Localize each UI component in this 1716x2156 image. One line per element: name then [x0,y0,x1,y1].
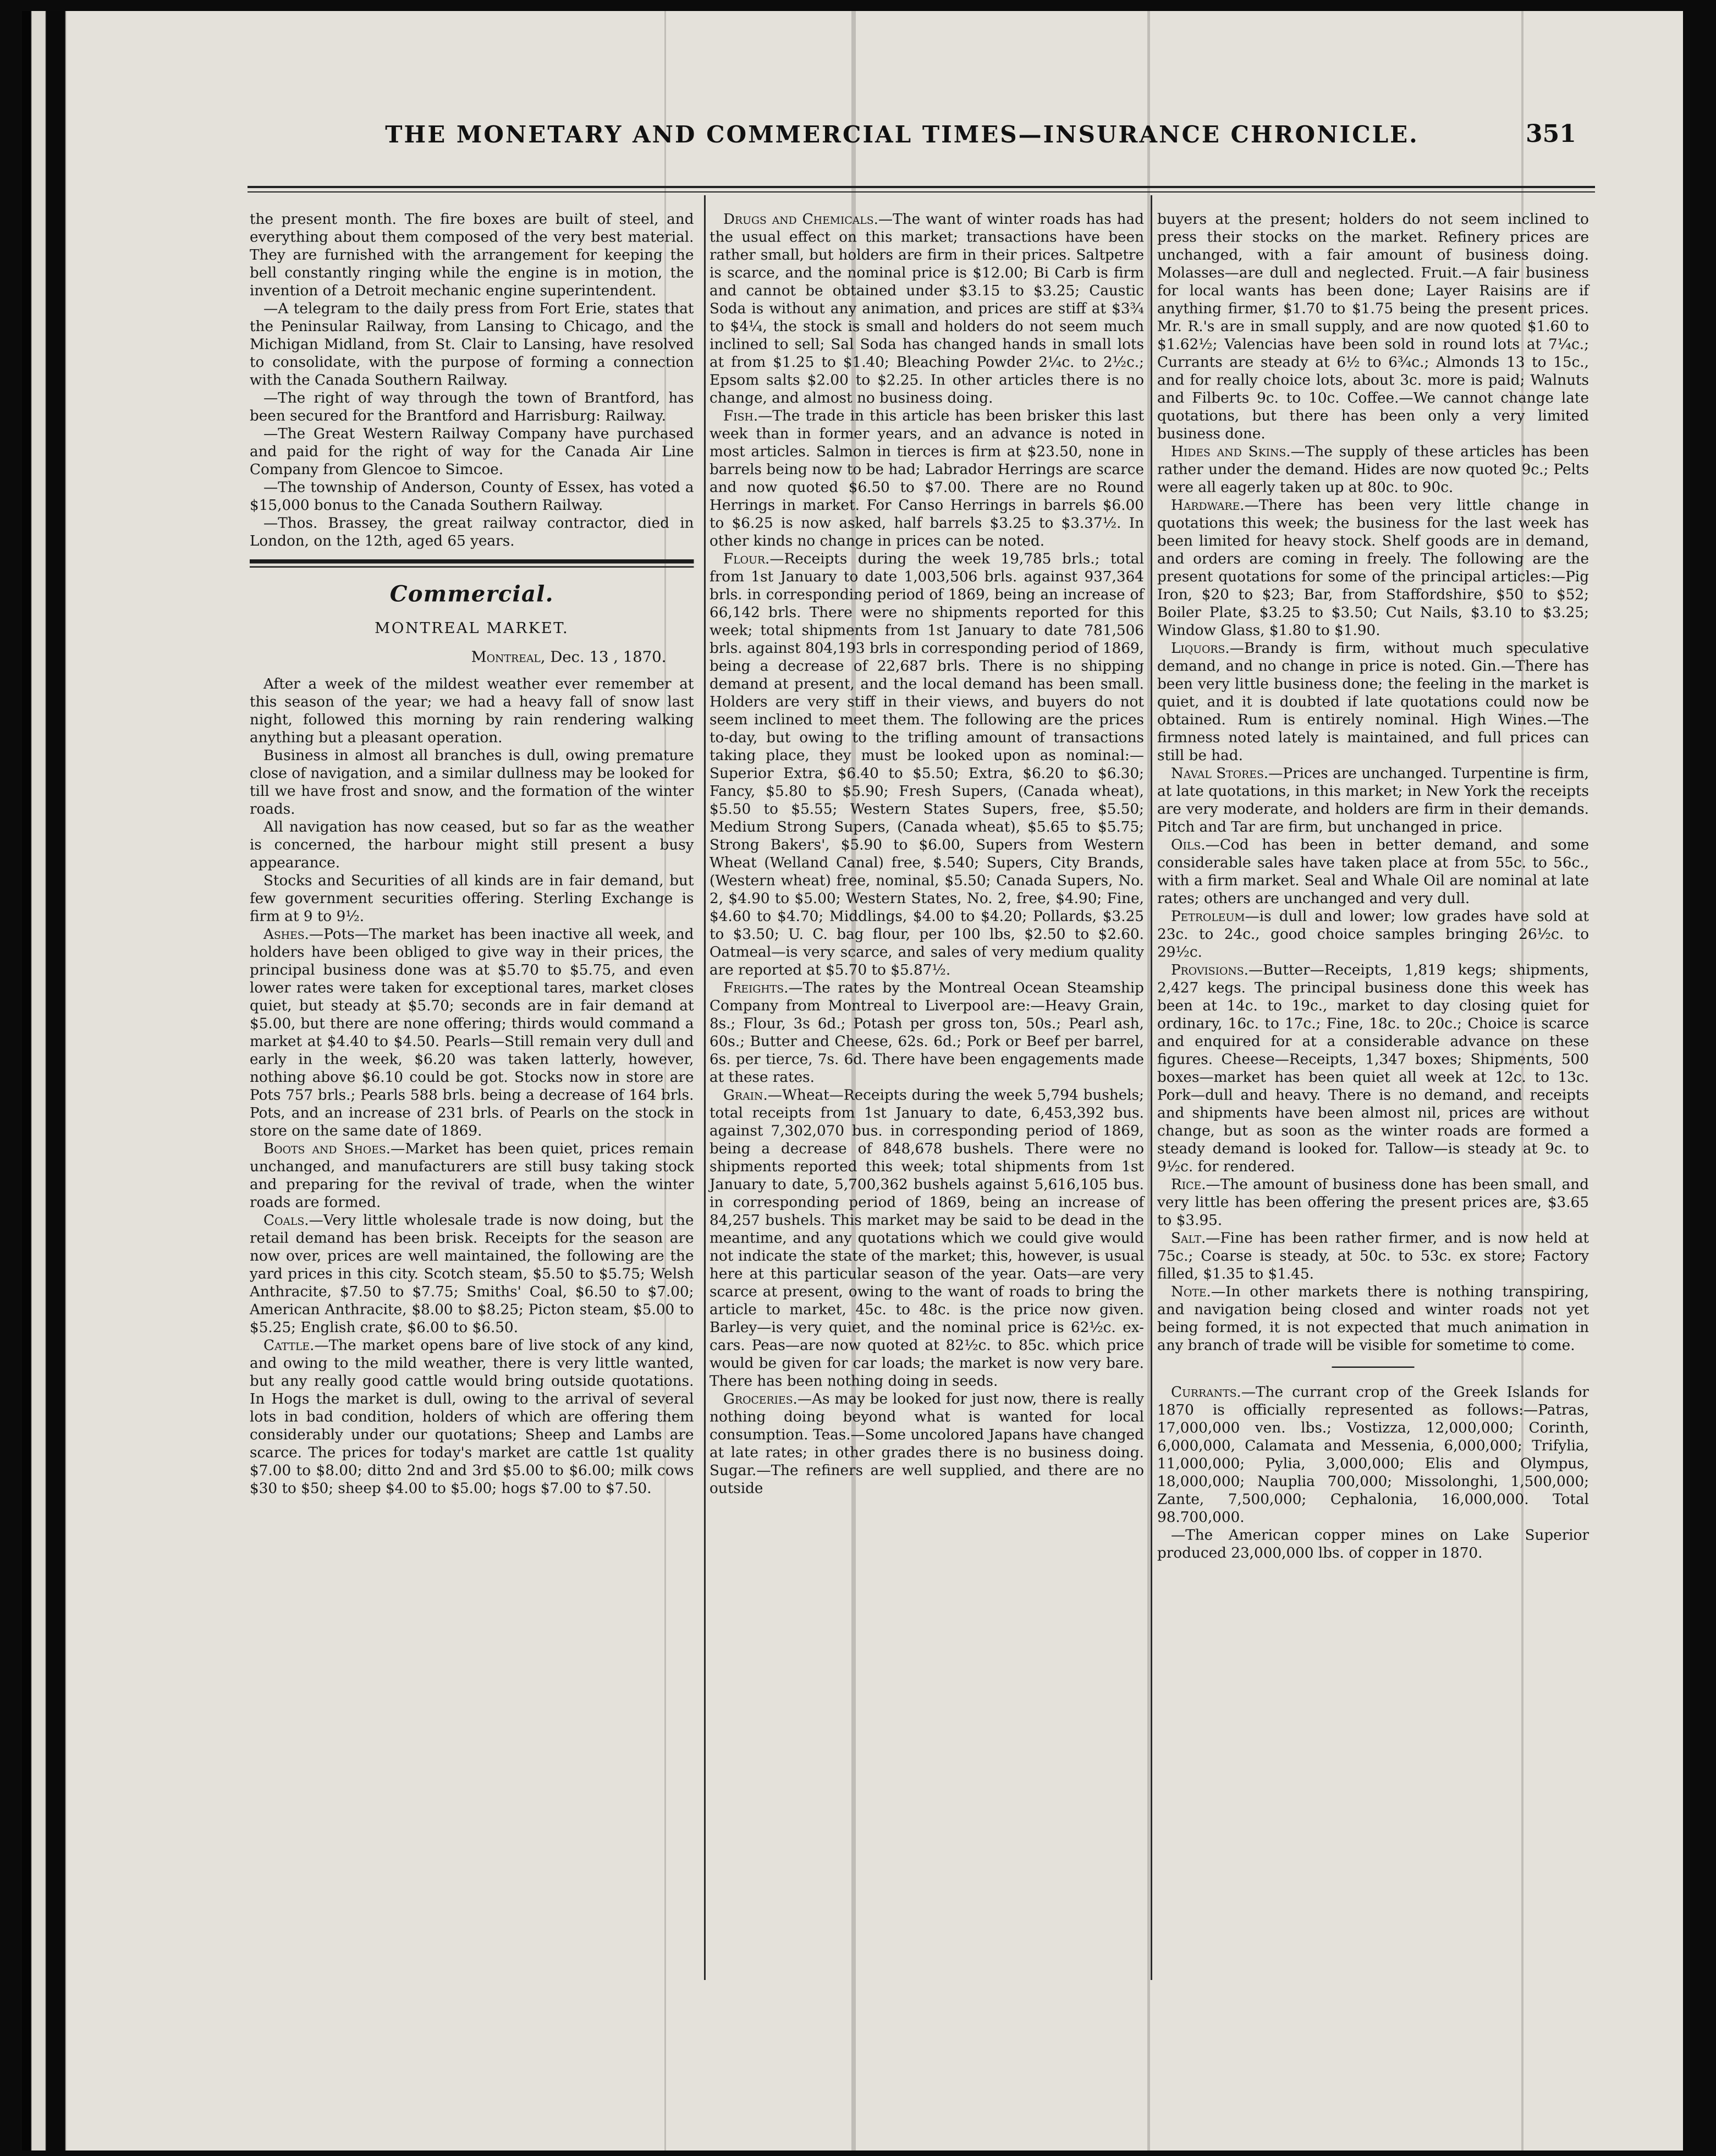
section-title: Commercial. [389,580,554,607]
report-text: —There has been very little change in quotations this week; the business for the last week has been limited for heavy stock. Shelf goods are in demand, and orders are coming in freely. The following are the present quotations for some of the principal articles:—Pig Iron, $20 to $23; Bar, from Staffordshire, $50 to $52; Boiler Plate, $3.25 to $3.50; Cut Nails, $3.10 to $3.25; Window Glass, $1.80 to $1.90. [1157,497,1589,639]
subhead: Note. [1171,1283,1211,1300]
subhead: Grain. [723,1086,768,1103]
subhead: Liquors. [1171,640,1230,657]
market-report-provisions [1157,961,1589,1175]
report-text: —The want of winter roads has had the usual effect on this market; transactions have been rather small, but holders are firm in their prices. Saltpetre is scarce, and the nominal price is $12.00; Bi Carb is firm and cannot be obtained under $3.15 to $3.25; Caustic Soda is without any animation, and prices are stiff at $3¾ to $4¼, the stock is small and holders do not seem much inclined to sell; Sal Soda has changed hands in small lots at from $1.25 to $1.40; Bleaching Powder 2¼c. to 2½c.; Epsom salts $2.00 to $2.25. In other articles there is no change, and almost no business doing. [710,211,1144,406]
separator-rule [1332,1367,1415,1368]
subhead: Hardware. [1171,497,1245,514]
market-report-cattle [250,1336,694,1498]
market-report-oils [1157,836,1589,908]
column-2 [710,210,1144,1497]
subhead: Naval Stores. [1171,765,1269,782]
market-report-grain [710,1086,1144,1390]
report-text: —The market opens bare of live stock of any kind, and owing to the mild weather, there is very little wanted, but any really good cattle would bring outside quotations. In Hogs the market is dull, owing to the arrival of several lots in bad condition, holders of which are offering them considerably under our quotations; Sheep and Lambs are scarce. The prices for today's market are cattle 1st quality $7.00 to $8.00; ditto 2nd and 3rd $5.00 to $6.00; milk cows $30 to $50; sheep $4.00 to $5.00; hogs $7.00 to $7.50. [250,1336,694,1497]
paragraph: buyers at the present; holders do not seem inclined to press their stocks on the market. Refinery prices are unchanged, with a fair amount of business doing. Molasses—are dull and neglected. Fruit.—A fair business for local wants has been done; Layer Raisins are if anything firmer, $1.70 to $1.75 being the present prices. Mr. R.'s are in small supply, and are now quoted $1.60 to $1.62½; Valencias have been sold in round lots at 7¼c.; Currants are steady at 6½ to 6¾c.; Almonds 13 to 15c., and for really choice lots, about 3c. more is paid; Walnuts and Filberts 9c. to 10c. Coffee.—We cannot change late quotations, but there has been only a very limited business done. [1157,211,1589,442]
subhead: Petroleum [1171,908,1245,925]
report-text: —Brandy is firm, without much speculative demand, and no change in price is noted. Gin.—There has been very little business done; the feeling in the market is quiet, and it is doubted if late quotations could now be obtained. Rum is entirely nominal. High Wines.—The firmness noted lately is maintained, and full prices can still be had. [1157,640,1589,764]
report-text: —Cod has been in better demand, and some considerable sales have taken place at from 55c. to 56c., with a firm market. Seal and Whale Oil are nominal at late rates; others are unchanged and very dull. [1157,836,1589,907]
paragraph: —The township of Anderson, County of Essex, has voted a $15,000 bonus to the Canada Southern Railway. [250,479,694,514]
news-item-copper: —The American copper mines on Lake Superior produced 23,000,000 lbs. of copper in 1870. [1157,1526,1589,1561]
subhead: Currants. [1171,1383,1241,1400]
market-report-fish [710,407,1144,550]
subhead: Flour. [723,550,770,567]
subhead: Groceries. [723,1390,798,1407]
report-text: —Prices are unchanged. Turpentine is firm, at late quotations, in this market; in New York the receipts are very moderate, and holders are firm in their demands. Pitch and Tar are firm, but unchanged in price. [1157,765,1589,835]
paragraph: —The Great Western Railway Company have purchased and paid for the right of way for the Canada Air Line Company from Glencoe to Simcoe. [250,425,694,478]
subhead: Fish. [723,407,758,424]
report-text: —Market has been quiet, prices remain unchanged, and manufacturers are still busy taking stock and preparing for the revival of trade, when the winter roads are formed. [250,1140,694,1211]
subhead: Oils. [1171,836,1206,853]
paragraph: the present month. The fire boxes are built of steel, and everything about them composed of the very best material. They are furnished with the arrangement for keeping the bell constantly ringing while the engine is in motion, the invention of a Detroit mechanic engine superintendent. [250,211,694,299]
market-report-petroleum [1157,908,1589,961]
report-text: —The currant crop of the Greek Islands for 1870 is officially represented as follows:—Patras, 17,000,000 ven. lbs.; Vostizza, 12,000,000; Corinth, 6,000,000, Calamata and Messenia, 6,000,000; Trifylia, 11,000,000; Pylia, 3,000,000; Elis and Olympus, 18,000,000; Nauplia 700,000; Missolonghi, 1,500,000; Zante, 7,500,000; Cephalonia, 16,000,000. Total 98.700,000. [1157,1383,1589,1526]
report-text: —Butter—Receipts, 1,819 kegs; shipments, 2,427 kegs. The principal business done this week has been at 14c. to 19c., market to day closing quiet for ordinary, 16c. to 17c.; Fine, 18c. to 20c.; Choice is scarce and enquired for at a considerable advance on these figures. Cheese—Receipts, 1,347 boxes; Shipments, 500 boxes—market has been quiet all week at 12c. to 13c. Pork—dull and heavy. There is no demand, and receipts and shipments have been almost nil, prices are without change, but as soon as the winter roads are formed a steady demand is looked for. Tallow—is steady at 9c. to 9½c. for rendered. [1157,961,1589,1175]
market-report-coals [250,1211,694,1336]
market-report-hides [1157,443,1589,497]
report-text: —The supply of these articles has been rather under the demand. Hides are now quoted 9c.; Pelts were all eagerly taken up at 80c. to 90c. [1157,443,1589,496]
paragraph: After a week of the mildest weather ever remember at this season of the year; we had a heavy fall of snow last night, followed this morning by rain rendering walking anything but a pleasant operation. [250,675,694,746]
market-report-groceries [710,1390,1144,1497]
report-text: —The trade in this article has been brisker this last week than in former years, and an advance is noted in most articles. Salmon in tierces is firm at $23.50, none in barrels being now to be had; Labrador Herrings are scarce and now quoted $6.50 to $7.00. There are no Round Herrings in market. For Canso Herrings in barrels $6.00 to $6.25 is now asked, half barrels $3.25 to $3.37½. In other kinds no change in prices can be noted. [710,407,1144,549]
subhead: Provisions. [1171,961,1248,978]
market-report-note [1157,1283,1589,1354]
market-report-boots [250,1140,694,1211]
subhead: Coals. [263,1212,309,1229]
column-3 [1157,210,1589,1562]
subhead: Ashes. [263,926,310,943]
binding-edge [22,11,67,2150]
report-text: —Fine has been rather firmer, and is now held at 75c.; Coarse is steady, at 50c. to 53c. ex store; Factory filled, $1.35 to $1.45. [1157,1229,1589,1282]
header-rule-thin [248,191,1595,193]
market-report-freights [710,979,1144,1086]
report-text: —In other markets there is nothing transpiring, and navigation being closed and winter roads not yet being formed, it is not expected that much animation in any branch of trade will be visible for sometime to come. [1157,1283,1589,1354]
paragraph: Stocks and Securities of all kinds are in fair demand, but few government securities offering. Sterling Exchange is firm at 9 to 9½. [250,872,694,925]
subhead: Rice. [1171,1176,1206,1193]
market-report-salt [1157,1229,1589,1283]
paragraph: —The right of way through the town of Brantford, has been secured for the Brantford and Harrisburg: Railway. [250,389,694,424]
market-report-drugs [710,210,1144,407]
report-text: —As may be looked for just now, there is really nothing doing beyond what is wanted for local consumption. Teas.—Some uncolored Japans have changed at late rates; in other grades there is no business doing. Sugar.—The refiners are well supplied, and there are no outside [710,1390,1144,1497]
column-1 [250,210,694,1497]
market-report-liquors [1157,639,1589,765]
market-heading: MONTREAL MARKET. [375,620,569,637]
report-text: —Very little wholesale trade is now doing, but the retail demand has been brisk. Receipts for the season are now over, prices are well maintained, the following are the yard prices in this city. Scotch steam, $5.50 to $5.75; Welsh Anthracite, $7.50 to $7.75; Smiths' Coal, $6.50 to $7.00; American Anthracite, $8.00 to $8.25; Picton steam, $5.00 to $5.25; English crate, $6.00 to $6.50. [250,1212,694,1336]
page-number: 351 [1526,120,1576,148]
header-rule [248,186,1595,188]
dateline-place: Montreal [471,648,541,666]
subhead: Cattle. [263,1336,315,1354]
scan-streak [1147,11,1150,2150]
paragraph: —A telegram to the daily press from Fort Erie, states that the Peninsular Railway, from Lansing to Chicago, and the Michigan Midland, from St. Clair to Lansing, have resolved to consolidate, with the purpose of forming a connection with the Canada Southern Railway. [250,300,694,388]
page-header-title: THE MONETARY AND COMMERCIAL TIMES—INSURANCE CHRONICLE. [385,121,1419,148]
news-item-currants [1157,1383,1589,1526]
section-rule-thin [250,566,694,568]
subhead: Drugs and Chemicals. [723,211,878,228]
paragraph: All navigation has now ceased, but so far as the weather is concerned, the harbour might still present a busy appearance. [250,818,694,871]
market-report-naval-stores [1157,765,1589,836]
market-report-flour [710,550,1144,979]
report-text: —is dull and lower; low grades have sold at 23c. to 24c., good choice samples bringing 26½c. to 29½c. [1157,908,1589,960]
subhead: Boots and Shoes. [263,1140,391,1157]
newspaper-page [22,11,1683,2150]
report-text: —Receipts during the week 19,785 brls.; total from 1st January to date 1,003,506 brls. against 937,364 brls. in corresponding period of 1869, being an increase of 66,142 brls. There were no shipments reported for this week; total shipments from 1st January to date 781,506 brls. against 804,193 brls in corresponding period of 1869, being a decrease of 22,687 brls. There is no shipping demand at present, and the local demand has been small. Holders are very stiff in their views, and buyers do not seem inclined to meet them. The following are the prices to-day, but owing to the trifling amount of transactions taking place, they must be looked upon as nominal:—Superior Extra, $6.40 to $5.50; Extra, $6.20 to $6.30; Fancy, $5.80 to $5.90; Fresh Supers, (Canada wheat), $5.50 to $5.55; Western States Supers, free, $5.50; Medium Strong Supers, (Canada wheat), $5.65 to $5.75; Strong Bakers', $5.90 to $6.00, Supers from Western Wheat (Welland Canal) free, $.540; Supers, City Brands, (Western wheat) free, nominal, $5.50; Canada Supers, No. 2, $4.90 to $5.00; Western States, No. 2, free, $4.90; Fine, $4.60 to $4.70; Middlings, $4.00 to $4.20; Pollards, $3.25 to $3.50; U. C. bag flour, per 100 lbs, $2.50 to $2.60. Oatmeal—is very scarce, and sales of very medium quality are reported at $5.70 to $5.87½. [710,550,1144,978]
paragraph: Business in almost all branches is dull, owing premature close of navigation, and a similar dullness may be looked for till we have frost and snow, and the formation of the winter roads. [250,747,694,817]
report-text: —Wheat—Receipts during the week 5,794 bushels; total receipts from 1st January to date, 6,453,392 bus. against 7,302,070 bus. in corresponding period of 1869, being a decrease of 848,678 bushels. There were no shipments reported this week; total shipments from 1st January to date, 5,700,362 bushels against 5,616,105 bus. in corresponding period of 1869, being an increase of 84,257 bushels. This market may be said to be dead in the meantime, and any quotations which we could give would not indicate the state of the market; this, however, is usual here at this particular season of the year. Oats—are very scarce at present, owing to the want of roads to bring the article to market, 45c. to 48c. is the price now given. Barley—is very quiet, and the nominal price is 62½c. ex-cars. Peas—are now quoted at 82½c. to 85c. which price would be given for car loads; the market is now very bare. There has been nothing doing in seeds. [710,1086,1144,1389]
paragraph: —Thos. Brassey, the great railway contractor, died in London, on the 12th, aged 65 years. [250,514,694,549]
market-report-hardware [1157,496,1589,639]
report-text: —Pots—The market has been inactive all week, and holders have been obliged to give way in their prices, the principal business done was at $5.70 to $5.75, and even lower rates were taken for exceptional tares, market closes quiet, but steady at $5.70; seconds are in fair demand at $5.00, but there are none offering; thirds would command a market at $4.40 to $4.50. Pearls—Still remain very dull and early in the week, $6.20 was taken latterly, however, nothing above $6.10 could be got. Stocks now in store are Pots 757 brls.; Pearls 588 brls. being a decrease of 164 brls. Pots, and an increase of 231 brls. of Pearls on the stock in store on the same date of 1869. [250,926,694,1139]
dateline [250,649,694,667]
column-divider [1151,195,1152,1980]
column-divider [704,195,706,1980]
dateline-date: , Dec. 13 , 1870. [540,648,667,666]
section-rule [250,559,694,564]
report-text: —The rates by the Montreal Ocean Steamship Company from Montreal to Liverpool are:—Heavy Grain, 8s.; Flour, 3s 6d.; Potash per gross ton, 50s.; Pearl ash, 60s.; Butter and Cheese, 62s. 6d.; Pork or Beef per barrel, 6s. per tierce, 7s. 6d. There have been engagements made at these rates. [710,979,1144,1086]
subhead: Freights. [723,979,789,996]
market-report-ashes [250,925,694,1140]
market-report-rice [1157,1175,1589,1229]
subhead: Hides and Skins. [1171,443,1291,460]
subhead: Salt. [1171,1229,1206,1246]
report-text: —The amount of business done has been small, and very little has been offering the present prices are, $3.65 to $3.95. [1157,1176,1589,1229]
